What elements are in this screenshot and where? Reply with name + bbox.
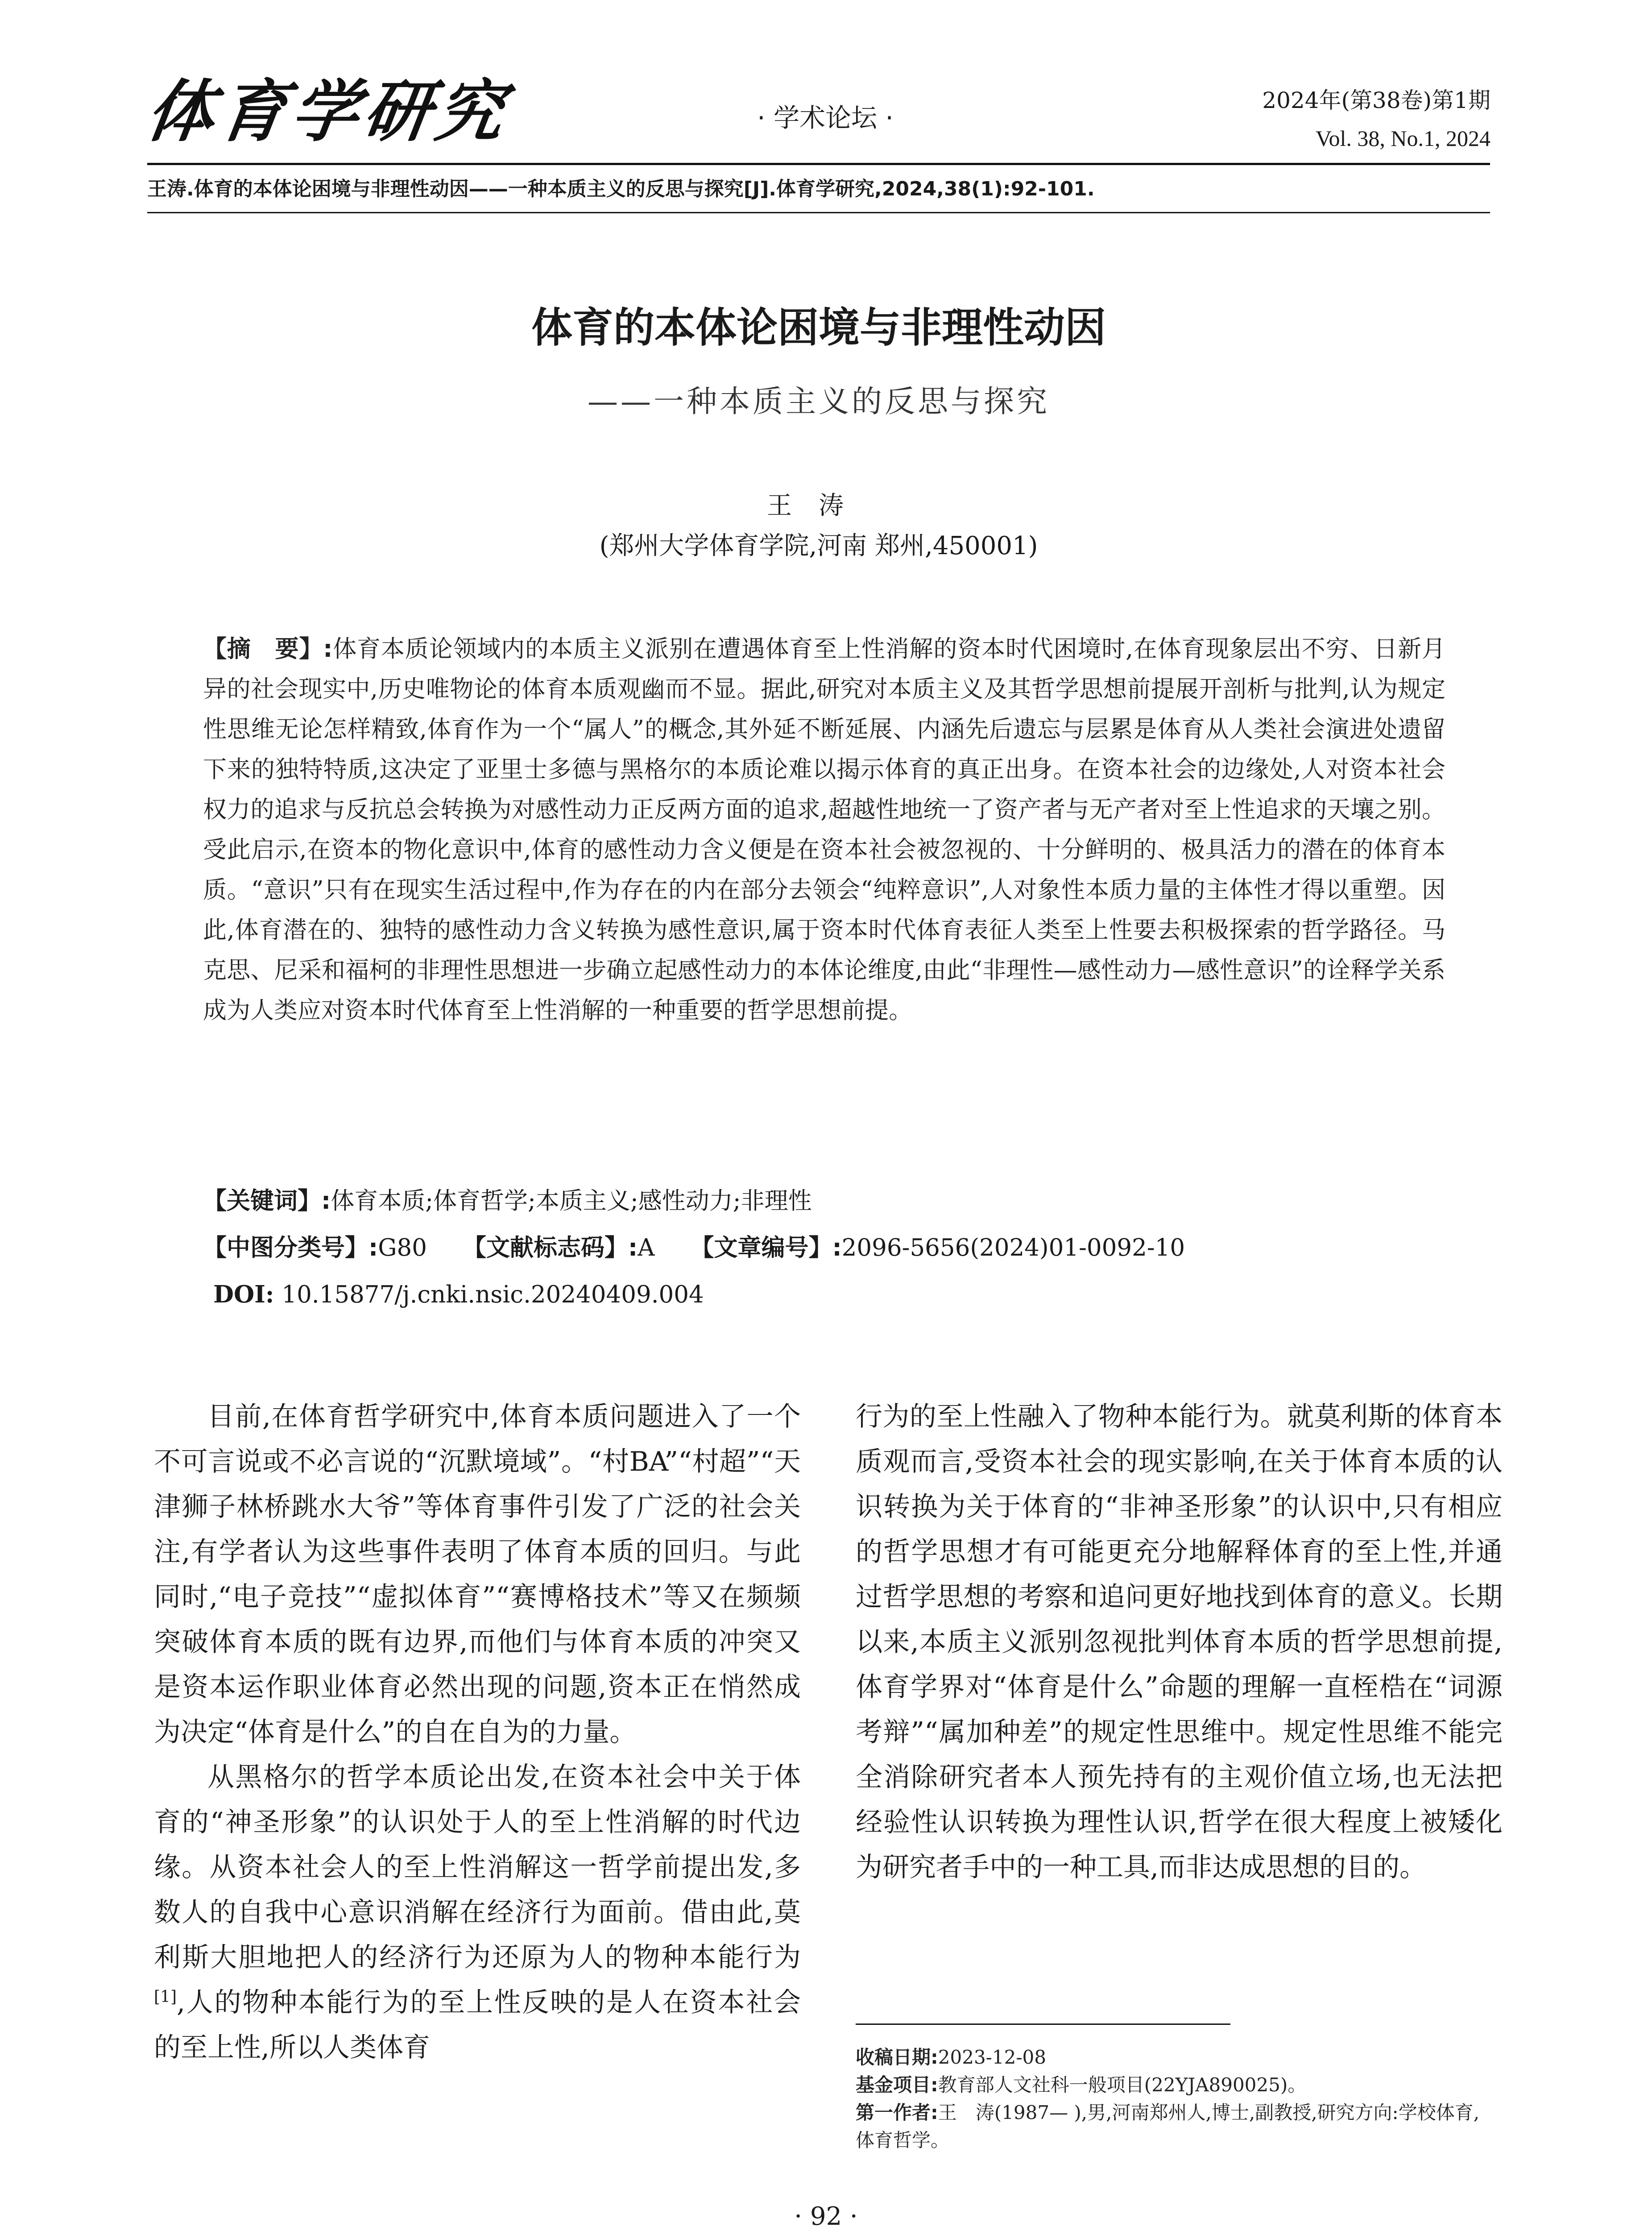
fund-info xyxy=(856,2071,1498,2099)
received-label: 收稿日期: xyxy=(856,2046,938,2068)
received-value: 2023-12-08 xyxy=(938,2046,1046,2068)
body-paragraph xyxy=(154,1755,801,2070)
fund-label: 基金项目: xyxy=(856,2074,938,2096)
body-column-right xyxy=(856,1394,1503,1890)
abstract-text: 体育本质论领域内的本质主义派别在遭遇体育至上性消解的资本时代困境时,在体育现象层出不穷、日新月异的社会现实中,历史唯物论的体育本质观幽而不显。据此,研究对本质主义及其哲学思想前提展开剖析与批判,认为规定性思维无论怎样精致,体育作为一个“属人”的概念,其外延不断延展、内涵先后遗忘与层累是体育从人类社会演进处遗留下来的独特特质,这决定了亚里士多德与黑格尔的本质论难以揭示体育的真正出身。在资本社会的边缘处,人对资本社会权力的追求与反抗总会转换为对感性动力正反两方面的追求,超越性地统一了资产者与无产者对至上性追求的天壤之别。受此启示,在资本的物化意识中,体育的感性动力含义便是在资本社会被忽视的、十分鲜明的、极具活力的潜在的体育本质。“意识”只有在现实生活过程中,作为存在的内在部分去领会“纯粹意识”,人对象性本质力量的主体性才得以重塑。因此,体育潜在的、独特的感性动力含义转换为感性意识,属于资本时代体育表征人类至上性要去积极探索的哲学路径。马克思、尼采和福柯的非理性思想进一步确立起感性动力的本体论维度,由此“非理性—感性动力—感性意识”的诠释学关系成为人类应对资本时代体育至上性消解的一种重要的哲学思想前提。 xyxy=(203,635,1445,1024)
author-name: 王涛 xyxy=(767,491,870,520)
article-no-value: 2096-5656(2024)01-0092-10 xyxy=(841,1234,1185,1261)
journal-logo: 体育学研究 xyxy=(141,72,514,151)
citation-rule xyxy=(147,212,1490,213)
classification-line xyxy=(203,1234,1445,1262)
citation-line: 王涛.体育的本体论困境与非理性动因——一种本质主义的反思与探究[J].体育学研究,2024,38(1):92-101. xyxy=(147,178,1095,200)
first-author-value: 王 涛(1987— ),男,河南郑州人,博士,副教授,研究方向:学校体育,体育哲学。 xyxy=(856,2102,1480,2151)
body-text: 从黑格尔的哲学本质论出发,在资本社会中关于体育的“神圣形象”的认识处于人的至上性消解的时代边缘。从资本社会人的至上性消解这一哲学前提出发,多数人的自我中心意识消解在经济行为面前。借由此,莫利斯大胆地把人的经济行为还原为人的物种本能行为 xyxy=(154,1762,801,1973)
doc-code-label: 【文献标志码】: xyxy=(462,1234,638,1261)
article-no-label: 【文章编号】: xyxy=(690,1234,842,1261)
author-affiliation: (郑州大学体育学院,河南 郑州,450001) xyxy=(599,531,1038,560)
page-number: · 92 · xyxy=(794,2202,858,2231)
footnote xyxy=(856,2044,1498,2154)
first-author-label: 第一作者: xyxy=(856,2102,938,2123)
section-label: · 学术论坛 · xyxy=(757,103,894,133)
issue-info-en: Vol. 38, No.1, 2024 xyxy=(1315,126,1491,151)
reference-marker[interactable]: [1] xyxy=(154,1988,177,2006)
doi-value[interactable]: 10.15877/j.cnki.nsic.20240409.004 xyxy=(282,1281,704,1308)
abstract xyxy=(203,629,1445,1031)
clc-label: 【中图分类号】: xyxy=(203,1234,378,1261)
fund-value: 教育部人文社科一般项目(22YJA890025)。 xyxy=(938,2074,1307,2096)
body-column-left xyxy=(154,1394,801,2070)
body-paragraph: 目前,在体育哲学研究中,体育本质问题进入了一个不可言说或不必言说的“沉默境域”。“村BA”“村超”“天津狮子林桥跳水大爷”等体育事件引发了广泛的社会关注,有学者认为这些事件表明了体育本质的回归。与此同时,“电子竞技”“虚拟体育”“赛博格技术”等又在频频突破体育本质的既有边界,而他们与体育本质的冲突又是资本运作职业体育必然出现的问题,资本正在悄然成为决定“体育是什么”的自在自为的力量。 xyxy=(154,1401,801,1748)
issue-info-cn: 2024年(第38卷)第1期 xyxy=(1262,87,1491,113)
keywords-label: 【关键词】: xyxy=(203,1187,331,1215)
body-text: ,人的物种本能行为的至上性反映的是人在资本社会的至上性,所以人类体育 xyxy=(154,1987,801,2063)
keywords-text: 体育本质;体育哲学;本质主义;感性动力;非理性 xyxy=(331,1187,812,1215)
keywords xyxy=(203,1187,1445,1215)
footnote-rule xyxy=(856,2024,1230,2025)
article-title: 体育的本体论困境与非理性动因 xyxy=(531,304,1106,352)
doi-line xyxy=(213,1281,1456,1309)
abstract-label: 【摘 要】: xyxy=(203,635,333,663)
author-info xyxy=(856,2099,1498,2154)
header-rule xyxy=(147,163,1490,165)
doi-label: DOI: xyxy=(213,1281,274,1308)
doc-code-value: A xyxy=(638,1234,655,1261)
received-date xyxy=(856,2044,1498,2071)
clc-value: G80 xyxy=(378,1234,427,1261)
body-paragraph: 行为的至上性融入了物种本能行为。就莫利斯的体育本质观而言,受资本社会的现实影响,在关于体育本质的认识转换为关于体育的“非神圣形象”的认识中,只有相应的哲学思想才有可能更充分地解释体育的至上性,并通过哲学思想的考察和追问更好地找到体育的意义。长期以来,本质主义派别忽视批判体育本质的哲学思想前提,体育学界对“体育是什么”命题的理解一直桎梏在“词源考辩”“属加种差”的规定性思维中。规定性思维不能完全消除研究者本人预先持有的主观价值立场,也无法把经验性认识转换为理性认识,哲学在很大程度上被矮化为研究者手中的一种工具,而非达成思想的目的。 xyxy=(856,1401,1503,1883)
article-subtitle: ——一种本质主义的反思与探究 xyxy=(587,384,1050,419)
